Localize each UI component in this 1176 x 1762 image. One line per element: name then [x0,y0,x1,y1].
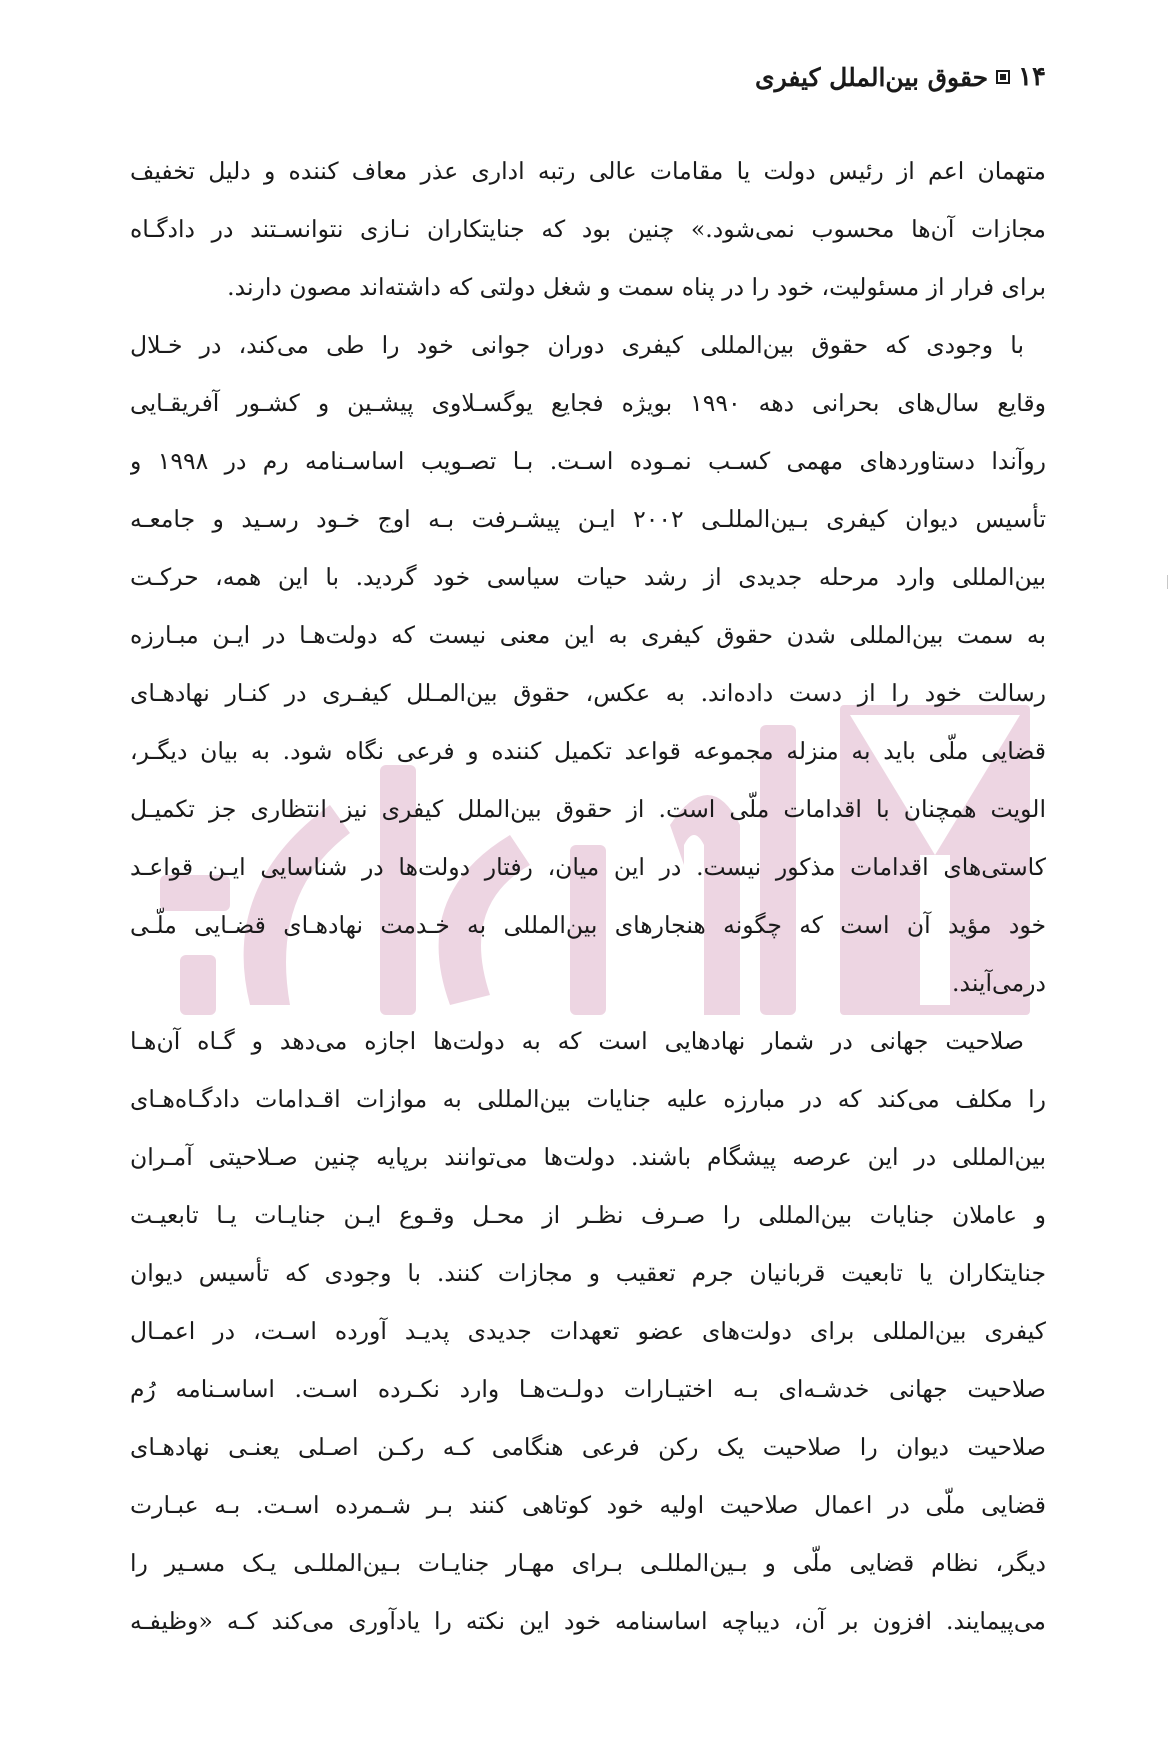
margin-mark [1167,575,1168,589]
text-line: متهمان اعم از رئیس دولت یا مقامات عالی رتبه اداری عذر معاف کننده و دلیل تخفیف [130,157,1046,185]
text-line: دیگر، نظام قضایی ملّی و بـین‌المللـی بـرای مهـار جنایـات بـین‌المللـی یـک مسـیر را [130,1549,1046,1577]
text-line: صلاحیت جهانی در شمار نهادهایی است که به دولت‌ها اجازه می‌دهد و گـاه آن‌هـا [130,1027,1024,1055]
text-line: مجازات آن‌ها محسوب نمی‌شود.» چنین بود که جنایتکاران نـازی نتوانسـتند در دادگـاه [130,215,1046,243]
book-title: حقوق بین‌الملل کیفری [755,62,989,92]
text-line: قضایی ملّی در اعمال صلاحیت اولیه خود کوتاهی کنند بـر شـمرده اسـت. بـه عبـارت [130,1491,1046,1519]
text-line: بین‌المللی در این عرصه پیشگام باشند. دولت‌ها می‌توانند برپایه چنین صـلاحیتی آمـران [130,1143,1046,1171]
running-header [755,62,1046,92]
text-line: کاستی‌های اقدامات مذکور نیست. در این میان، رفتار دولت‌ها در شناسایی ایـن قواعـد [130,853,1046,881]
paragraph-1 [130,142,1046,316]
text-line: صلاحیت جهانی خدشـه‌ای بـه اختیـارات دولـت‌هـا وارد نکـرده اسـت. اساسـنامه رُم [130,1375,1046,1403]
text-line: خود مؤید آن است که چگونه هنجارهای بین‌المللی به خـدمت نهادهـای قضـایی ملّـی [130,911,1046,939]
text-line: جنایتکاران یا تابعیت قربانیان جرم تعقیب و مجازات کنند. با وجودی که تأسیس دیوان [130,1259,1046,1287]
text-line: با وجودی که حقوق بین‌المللی کیفری دوران جوانی خود را طی می‌کند، در خـلال [130,331,1024,359]
text-line: را مکلف می‌کند که در مبارزه علیه جنایات بین‌المللی به موازات اقـدامات دادگـاه‌هـای [130,1085,1046,1113]
page-number: ۱۴ [1018,62,1046,92]
text-line: می‌پیمایند. افزون بر آن، دیباچه اساسنامه خود این نکته را یادآوری می‌کند کـه «وظیفـه [130,1607,1046,1635]
text-line: کیفری بین‌المللی برای دولت‌های عضو تعهدات جدیدی پدیـد آورده اسـت، در اعمـال [130,1317,1046,1345]
text-line: تأسیس دیوان کیفری بـین‌المللـی ۲۰۰۲ ایـن پیشـرفت بـه اوج خـود رسـید و جامعـه [130,505,1046,533]
paragraph-2 [130,316,1046,1012]
text-line: روآندا دستاوردهای مهمی کسـب نمـوده اسـت. بـا تصـویب اساسـنامه رم در ۱۹۹۸ و [130,447,1046,475]
text-line: و عاملان جنایات بین‌المللی را صـرف نظـر از محـل وقـوع ایـن جنایـات یـا تابعیـت [130,1201,1046,1229]
text-line: صلاحیت دیوان را صلاحیت یک رکن فرعی هنگامی کـه رکـن اصـلی یعنـی نهادهـای [130,1433,1046,1461]
paragraph-3 [130,1012,1046,1650]
page-body [130,142,1046,1650]
text-line: به سمت بین‌المللی شدن حقوق کیفری به این معنی نیست که دولت‌هـا در ایـن مبـارزه [130,621,1046,649]
text-line: رسالت خود را از دست داده‌اند. به عکس، حقوق بین‌المـلل کیفـری در کنـار نهادهـای [130,679,1046,707]
text-line: قضایی ملّی باید به منزله مجموعه قواعد تکمیل کننده و فرعی نگاه شود. به بیان دیگـر، [130,737,1046,765]
text-line: درمی‌آیند. [952,969,1046,997]
text-line: الویت همچنان با اقدامات ملّی است. از حقوق بین‌الملل کیفری نیز انتظاری جز تکمیـل [130,795,1046,823]
text-line: وقایع سال‌های بحرانی دهه ۱۹۹۰ بویژه فجایع یوگسـلاوی پیشـین و کشـور آفریقـایی [130,389,1046,417]
square-bullet-icon [996,70,1010,84]
text-line: برای فرار از مسئولیت، خود را در پناه سمت و شغل دولتی که داشته‌اند مصون دارند. [227,273,1046,301]
text-line: بین‌المللی وارد مرحله جدیدی از رشد حیات سیاسی خود گردید. با این همه، حرکـت [130,563,1046,591]
